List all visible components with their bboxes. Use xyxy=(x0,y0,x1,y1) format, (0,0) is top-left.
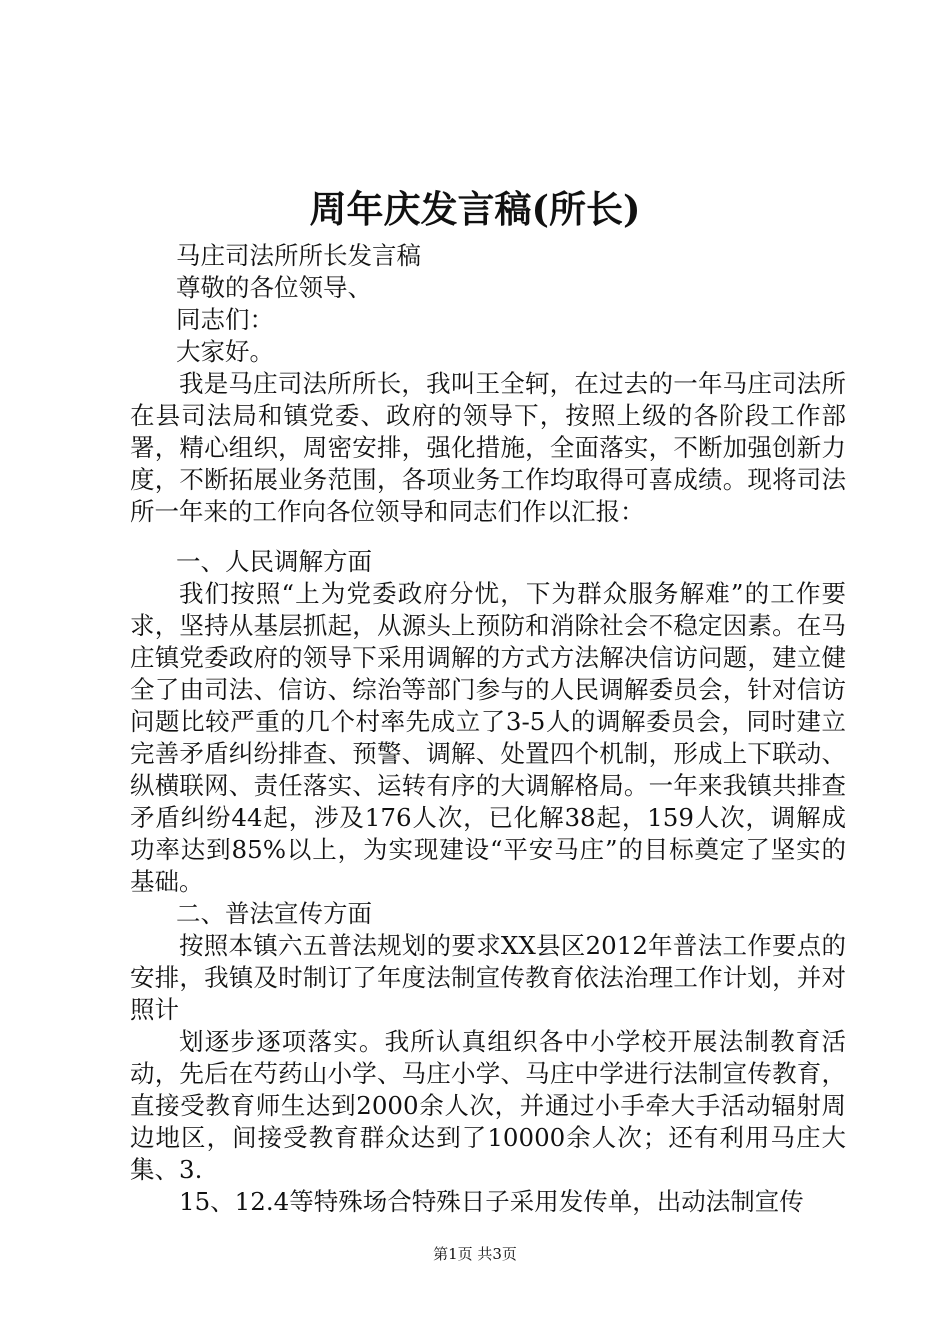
legal-publicity-paragraph-2: 划逐步逐项落实。我所认真组织各中小学校开展法制教育活动，先后在芍药山小学、马庄小学、马庄中学进行法制宣传教育，直接受教育师生达到2000余人次，并通过小手牵大手活动辐射周边地区，间接受教育群众达到了10000余人次；还有利用马庄大集、3. xyxy=(130,1027,846,1184)
page-footer: 第1页 共3页 xyxy=(433,1245,517,1263)
intro-paragraph: 我是马庄司法所所长，我叫王全轲，在过去的一年马庄司法所在县司法局和镇党委、政府的领导下，按照上级的各阶段工作部署，精心组织，周密安排，强化措施，全面落实，不断加强创新力度，不断拓展业务范围，各项业务工作均取得可喜成绩。现将司法所一年来的工作向各位领导和同志们作以汇报： xyxy=(130,369,846,526)
legal-publicity-paragraph-3: 15、12.4等特殊场合特殊日子采用发传单，出动法制宣传 xyxy=(179,1187,804,1216)
section-heading-mediation: 一、人民调解方面 xyxy=(176,547,372,576)
salutation-line-2: 同志们： xyxy=(176,305,274,334)
greeting: 大家好。 xyxy=(176,337,274,366)
paragraph-spacer xyxy=(130,528,846,546)
mediation-paragraph: 我们按照“上为党委政府分忧，下为群众服务解难”的工作要求，坚持从基层抓起，从源头上预防和消除社会不稳定因素。在马庄镇党委政府的领导下采用调解的方式方法解决信访问题，建立健全了由司法、信访、综治等部门参与的人民调解委员会，针对信访问题比较严重的几个村率先成立了3-5人的调解委员会，同时建立完善矛盾纠纷排查、预警、调解、处置四个机制，形成上下联动、纵横联网、责任落实、运转有序的大调解格局。一年来我镇共排查矛盾纠纷44起，涉及176人次，已化解38起，159人次，调解成功率达到85%以上，为实现建设“平安马庄”的目标奠定了坚实的基础。 xyxy=(130,579,846,896)
speech-heading: 马庄司法所所长发言稿 xyxy=(176,241,421,270)
document-title: 周年庆发言稿(所长) xyxy=(309,187,641,231)
section-heading-legal-publicity: 二、普法宣传方面 xyxy=(176,899,372,928)
document-body xyxy=(130,240,846,1218)
salutation-line-1: 尊敬的各位领导、 xyxy=(176,273,372,302)
legal-publicity-paragraph-1: 按照本镇六五普法规划的要求XX县区2012年普法工作要点的安排，我镇及时制订了年度法制宣传教育依法治理工作计划，并对照计 xyxy=(130,931,846,1024)
